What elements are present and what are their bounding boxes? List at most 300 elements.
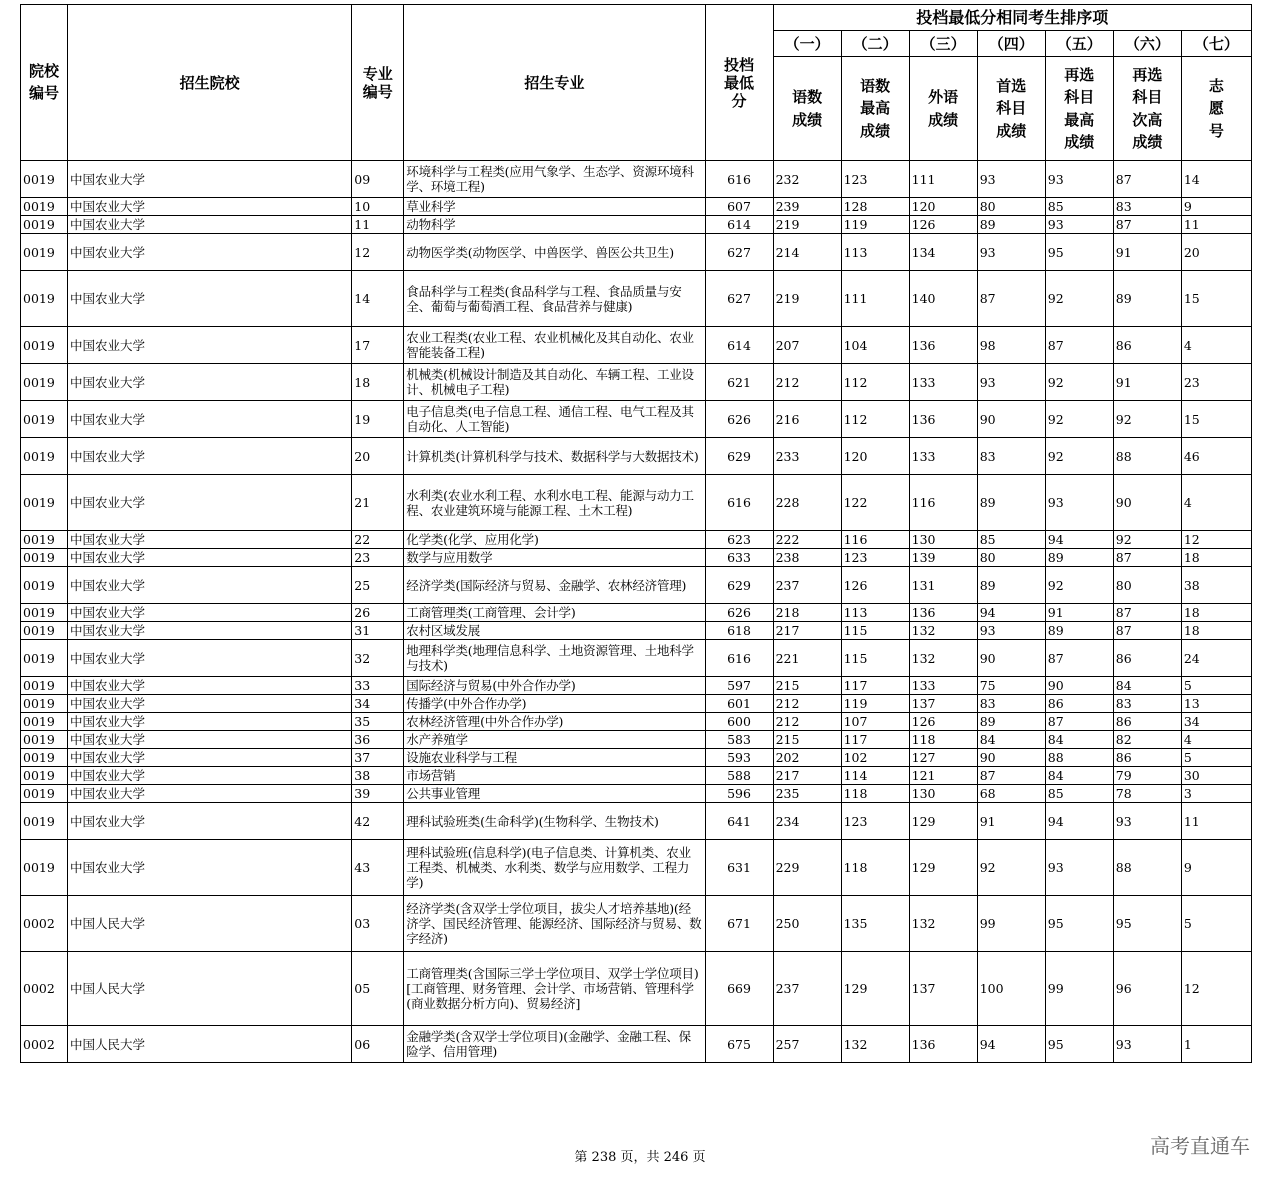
cell-min: 607 (705, 198, 773, 216)
cell-min: 618 (705, 622, 773, 640)
cell-c3: 111 (909, 161, 977, 198)
cell-c5: 94 (1045, 531, 1113, 549)
cell-c1: 239 (773, 198, 841, 216)
cell-c2: 120 (841, 438, 909, 475)
cell-c3: 116 (909, 475, 977, 531)
header-min-score: 投档 最低 分 (705, 5, 773, 161)
cell-c6: 91 (1113, 234, 1181, 271)
cell-c1: 229 (773, 840, 841, 896)
cell-c4: 93 (977, 234, 1045, 271)
cell-c5: 93 (1045, 475, 1113, 531)
cell-mcode: 14 (352, 271, 404, 327)
cell-code: 0019 (21, 840, 68, 896)
cell-mcode: 20 (352, 438, 404, 475)
cell-code: 0019 (21, 695, 68, 713)
cell-c4: 89 (977, 567, 1045, 604)
admission-score-table (20, 4, 1252, 1063)
cell-mcode: 03 (352, 896, 404, 952)
cell-c7: 4 (1181, 731, 1251, 749)
cell-c3: 127 (909, 749, 977, 767)
table-row (21, 364, 1252, 401)
cell-mcode: 10 (352, 198, 404, 216)
cell-c2: 113 (841, 604, 909, 622)
cell-min: 616 (705, 640, 773, 677)
cell-code: 0019 (21, 271, 68, 327)
cell-mcode: 42 (352, 803, 404, 840)
cell-c3: 130 (909, 531, 977, 549)
cell-code: 0002 (21, 896, 68, 952)
cell-c2: 132 (841, 1026, 909, 1063)
cell-code: 0019 (21, 401, 68, 438)
cell-school: 中国农业大学 (68, 640, 352, 677)
cell-major: 农业工程类(农业工程、农业机械化及其自动化、农业智能装备工程) (404, 327, 705, 364)
cell-min: 583 (705, 731, 773, 749)
cell-c5: 92 (1045, 401, 1113, 438)
cell-school: 中国农业大学 (68, 216, 352, 234)
cell-min: 627 (705, 271, 773, 327)
cell-c2: 107 (841, 713, 909, 731)
header-sub-4: 首选 科目 成绩 (977, 57, 1045, 161)
cell-c6: 91 (1113, 364, 1181, 401)
cell-code: 0002 (21, 1026, 68, 1063)
cell-code: 0019 (21, 803, 68, 840)
cell-c6: 86 (1113, 749, 1181, 767)
cell-school: 中国农业大学 (68, 604, 352, 622)
cell-major: 传播学(中外合作办学) (404, 695, 705, 713)
cell-c4: 83 (977, 438, 1045, 475)
cell-c6: 88 (1113, 438, 1181, 475)
cell-c2: 104 (841, 327, 909, 364)
cell-c2: 123 (841, 161, 909, 198)
cell-c3: 118 (909, 731, 977, 749)
cell-c1: 212 (773, 364, 841, 401)
cell-c5: 90 (1045, 677, 1113, 695)
cell-c1: 250 (773, 896, 841, 952)
cell-min: 675 (705, 1026, 773, 1063)
cell-c2: 115 (841, 640, 909, 677)
cell-c2: 117 (841, 677, 909, 695)
cell-code: 0019 (21, 785, 68, 803)
cell-min: 621 (705, 364, 773, 401)
header-school-code: 院校 编号 (21, 5, 68, 161)
cell-school: 中国农业大学 (68, 271, 352, 327)
cell-c3: 136 (909, 401, 977, 438)
cell-c4: 94 (977, 1026, 1045, 1063)
cell-c7: 9 (1181, 198, 1251, 216)
cell-mcode: 21 (352, 475, 404, 531)
cell-c2: 102 (841, 749, 909, 767)
cell-major: 数学与应用数学 (404, 549, 705, 567)
cell-c2: 123 (841, 803, 909, 840)
cell-c6: 89 (1113, 271, 1181, 327)
cell-mcode: 34 (352, 695, 404, 713)
cell-c5: 84 (1045, 767, 1113, 785)
cell-min: 671 (705, 896, 773, 952)
cell-min: 600 (705, 713, 773, 731)
cell-mcode: 22 (352, 531, 404, 549)
cell-mcode: 35 (352, 713, 404, 731)
cell-mcode: 11 (352, 216, 404, 234)
cell-school: 中国农业大学 (68, 401, 352, 438)
cell-min: 597 (705, 677, 773, 695)
cell-c4: 87 (977, 767, 1045, 785)
cell-major: 经济学类(国际经济与贸易、金融学、农林经济管理) (404, 567, 705, 604)
table-row (21, 952, 1252, 1026)
cell-mcode: 18 (352, 364, 404, 401)
cell-code: 0019 (21, 622, 68, 640)
cell-mcode: 32 (352, 640, 404, 677)
header-seq-4: （四） (977, 31, 1045, 57)
cell-code: 0019 (21, 677, 68, 695)
cell-c7: 12 (1181, 952, 1251, 1026)
cell-school: 中国农业大学 (68, 234, 352, 271)
header-major-code: 专业 编号 (352, 5, 404, 161)
cell-major: 水利类(农业水利工程、水利水电工程、能源与动力工程、农业建筑环境与能源工程、土木工程) (404, 475, 705, 531)
cell-c2: 115 (841, 622, 909, 640)
cell-mcode: 06 (352, 1026, 404, 1063)
cell-min: 616 (705, 161, 773, 198)
cell-min: 633 (705, 549, 773, 567)
cell-c5: 91 (1045, 604, 1113, 622)
cell-c2: 112 (841, 401, 909, 438)
cell-major: 农村区域发展 (404, 622, 705, 640)
header-sub-3: 外语 成绩 (909, 57, 977, 161)
table-header (21, 5, 1252, 161)
cell-c2: 123 (841, 549, 909, 567)
cell-major: 理科试验班类(生命科学)(生物科学、生物技术) (404, 803, 705, 840)
cell-major: 金融学类(含双学士学位项目)(金融学、金融工程、保险学、信用管理) (404, 1026, 705, 1063)
cell-c6: 83 (1113, 198, 1181, 216)
cell-code: 0019 (21, 475, 68, 531)
table-row (21, 677, 1252, 695)
cell-c4: 85 (977, 531, 1045, 549)
cell-c7: 11 (1181, 216, 1251, 234)
cell-major: 国际经济与贸易(中外合作办学) (404, 677, 705, 695)
cell-c4: 80 (977, 198, 1045, 216)
cell-c3: 121 (909, 767, 977, 785)
page-number: 第 238 页，共 246 页 (574, 1150, 706, 1165)
header-tie-break-title: 投档最低分相同考生排序项 (773, 5, 1251, 31)
cell-c5: 87 (1045, 640, 1113, 677)
table-row (21, 475, 1252, 531)
cell-c4: 99 (977, 896, 1045, 952)
cell-c6: 83 (1113, 695, 1181, 713)
cell-c1: 215 (773, 731, 841, 749)
cell-c4: 89 (977, 475, 1045, 531)
cell-mcode: 31 (352, 622, 404, 640)
cell-school: 中国农业大学 (68, 475, 352, 531)
cell-c3: 136 (909, 327, 977, 364)
cell-code: 0019 (21, 713, 68, 731)
cell-mcode: 17 (352, 327, 404, 364)
cell-c1: 212 (773, 713, 841, 731)
cell-c5: 92 (1045, 567, 1113, 604)
cell-school: 中国农业大学 (68, 749, 352, 767)
cell-mcode: 43 (352, 840, 404, 896)
cell-c7: 4 (1181, 327, 1251, 364)
cell-c2: 116 (841, 531, 909, 549)
cell-c2: 122 (841, 475, 909, 531)
cell-c6: 88 (1113, 840, 1181, 896)
cell-c6: 84 (1113, 677, 1181, 695)
cell-c3: 132 (909, 896, 977, 952)
cell-code: 0019 (21, 567, 68, 604)
cell-c2: 113 (841, 234, 909, 271)
cell-min: 593 (705, 749, 773, 767)
cell-c5: 92 (1045, 438, 1113, 475)
cell-school: 中国农业大学 (68, 622, 352, 640)
cell-c4: 89 (977, 216, 1045, 234)
cell-c4: 87 (977, 271, 1045, 327)
cell-mcode: 37 (352, 749, 404, 767)
cell-c5: 87 (1045, 327, 1113, 364)
cell-c7: 13 (1181, 695, 1251, 713)
cell-c6: 79 (1113, 767, 1181, 785)
header-sub-2: 语数 最高 成绩 (841, 57, 909, 161)
table-row (21, 640, 1252, 677)
cell-c7: 38 (1181, 567, 1251, 604)
cell-major: 工商管理类(工商管理、会计学) (404, 604, 705, 622)
cell-major: 农林经济管理(中外合作办学) (404, 713, 705, 731)
cell-major: 动物医学类(动物医学、中兽医学、兽医公共卫生) (404, 234, 705, 271)
cell-c7: 11 (1181, 803, 1251, 840)
cell-code: 0019 (21, 198, 68, 216)
cell-min: 626 (705, 604, 773, 622)
cell-c3: 129 (909, 803, 977, 840)
cell-school: 中国人民大学 (68, 1026, 352, 1063)
cell-c3: 120 (909, 198, 977, 216)
cell-c1: 219 (773, 216, 841, 234)
cell-c7: 18 (1181, 549, 1251, 567)
cell-c7: 34 (1181, 713, 1251, 731)
cell-school: 中国农业大学 (68, 803, 352, 840)
table-row (21, 234, 1252, 271)
cell-major: 理科试验班(信息科学)(电子信息类、计算机类、农业工程类、机械类、水利类、数学与应用数学、工程力学) (404, 840, 705, 896)
cell-c5: 95 (1045, 234, 1113, 271)
cell-c5: 84 (1045, 731, 1113, 749)
cell-c7: 46 (1181, 438, 1251, 475)
cell-code: 0019 (21, 234, 68, 271)
cell-c3: 133 (909, 438, 977, 475)
cell-code: 0019 (21, 327, 68, 364)
cell-c7: 23 (1181, 364, 1251, 401)
cell-mcode: 33 (352, 677, 404, 695)
cell-c2: 129 (841, 952, 909, 1026)
cell-c4: 90 (977, 401, 1045, 438)
cell-c2: 114 (841, 767, 909, 785)
cell-code: 0019 (21, 604, 68, 622)
cell-mcode: 19 (352, 401, 404, 438)
cell-c2: 112 (841, 364, 909, 401)
cell-c6: 93 (1113, 803, 1181, 840)
cell-c7: 20 (1181, 234, 1251, 271)
cell-school: 中国农业大学 (68, 567, 352, 604)
header-school-name: 招生院校 (68, 5, 352, 161)
cell-school: 中国农业大学 (68, 549, 352, 567)
cell-c7: 14 (1181, 161, 1251, 198)
table-row (21, 695, 1252, 713)
cell-c1: 214 (773, 234, 841, 271)
cell-c2: 117 (841, 731, 909, 749)
cell-c5: 93 (1045, 216, 1113, 234)
cell-c2: 126 (841, 567, 909, 604)
cell-c1: 235 (773, 785, 841, 803)
cell-c6: 87 (1113, 216, 1181, 234)
cell-c4: 84 (977, 731, 1045, 749)
table-row (21, 401, 1252, 438)
cell-c5: 89 (1045, 622, 1113, 640)
cell-c6: 87 (1113, 622, 1181, 640)
cell-major: 设施农业科学与工程 (404, 749, 705, 767)
cell-min: 623 (705, 531, 773, 549)
cell-mcode: 36 (352, 731, 404, 749)
cell-school: 中国人民大学 (68, 952, 352, 1026)
cell-c1: 217 (773, 767, 841, 785)
cell-c6: 90 (1113, 475, 1181, 531)
table-row (21, 531, 1252, 549)
cell-c6: 93 (1113, 1026, 1181, 1063)
cell-c4: 92 (977, 840, 1045, 896)
cell-major: 电子信息类(电子信息工程、通信工程、电气工程及其自动化、人工智能) (404, 401, 705, 438)
cell-c1: 238 (773, 549, 841, 567)
cell-c7: 18 (1181, 604, 1251, 622)
table-row (21, 840, 1252, 896)
cell-mcode: 09 (352, 161, 404, 198)
cell-min: 629 (705, 438, 773, 475)
cell-c2: 111 (841, 271, 909, 327)
cell-c4: 93 (977, 364, 1045, 401)
table-row (21, 604, 1252, 622)
header-seq-3: （三） (909, 31, 977, 57)
cell-c7: 5 (1181, 677, 1251, 695)
cell-c3: 126 (909, 713, 977, 731)
cell-school: 中国农业大学 (68, 198, 352, 216)
cell-c2: 118 (841, 840, 909, 896)
table-row (21, 438, 1252, 475)
cell-c1: 217 (773, 622, 841, 640)
cell-c4: 83 (977, 695, 1045, 713)
cell-c3: 139 (909, 549, 977, 567)
cell-c6: 78 (1113, 785, 1181, 803)
cell-school: 中国农业大学 (68, 695, 352, 713)
table-row (21, 198, 1252, 216)
cell-school: 中国农业大学 (68, 327, 352, 364)
cell-min: 601 (705, 695, 773, 713)
cell-c3: 132 (909, 640, 977, 677)
table-row (21, 271, 1252, 327)
cell-c5: 85 (1045, 198, 1113, 216)
cell-min: 627 (705, 234, 773, 271)
cell-major: 机械类(机械设计制造及其自动化、车辆工程、工业设计、机械电子工程) (404, 364, 705, 401)
cell-c1: 233 (773, 438, 841, 475)
cell-code: 0019 (21, 731, 68, 749)
cell-c1: 237 (773, 567, 841, 604)
table-body (21, 161, 1252, 1063)
cell-min: 614 (705, 216, 773, 234)
cell-major: 公共事业管理 (404, 785, 705, 803)
cell-c4: 93 (977, 622, 1045, 640)
cell-c5: 86 (1045, 695, 1113, 713)
cell-c3: 137 (909, 695, 977, 713)
header-major-name: 招生专业 (404, 5, 705, 161)
cell-c5: 92 (1045, 364, 1113, 401)
cell-c4: 90 (977, 640, 1045, 677)
cell-major: 环境科学与工程类(应用气象学、生态学、资源环境科学、环境工程) (404, 161, 705, 198)
cell-code: 0019 (21, 640, 68, 677)
cell-mcode: 23 (352, 549, 404, 567)
cell-mcode: 05 (352, 952, 404, 1026)
cell-c1: 202 (773, 749, 841, 767)
cell-c5: 88 (1045, 749, 1113, 767)
cell-min: 669 (705, 952, 773, 1026)
header-seq-6: （六） (1113, 31, 1181, 57)
cell-major: 计算机类(计算机科学与技术、数据科学与大数据技术) (404, 438, 705, 475)
cell-c6: 86 (1113, 327, 1181, 364)
table-row (21, 216, 1252, 234)
cell-major: 工商管理类(含国际三学士学位项目、双学士学位项目)[工商管理、财务管理、会计学、市场营销、管理科学(商业数据分析方向)、贸易经济] (404, 952, 705, 1026)
cell-c2: 118 (841, 785, 909, 803)
cell-c7: 5 (1181, 896, 1251, 952)
cell-c3: 136 (909, 1026, 977, 1063)
cell-mcode: 38 (352, 767, 404, 785)
watermark: 高考直通车 (1150, 1134, 1250, 1158)
table-row (21, 622, 1252, 640)
cell-c4: 98 (977, 327, 1045, 364)
cell-c7: 24 (1181, 640, 1251, 677)
cell-code: 0002 (21, 952, 68, 1026)
cell-code: 0019 (21, 438, 68, 475)
cell-code: 0019 (21, 749, 68, 767)
table-row (21, 731, 1252, 749)
cell-major: 水产养殖学 (404, 731, 705, 749)
cell-c6: 82 (1113, 731, 1181, 749)
cell-c5: 99 (1045, 952, 1113, 1026)
cell-major: 地理科学类(地理信息科学、土地资源管理、土地科学与技术) (404, 640, 705, 677)
cell-c7: 30 (1181, 767, 1251, 785)
cell-mcode: 12 (352, 234, 404, 271)
cell-code: 0019 (21, 161, 68, 198)
table-row (21, 896, 1252, 952)
cell-c1: 207 (773, 327, 841, 364)
cell-c5: 85 (1045, 785, 1113, 803)
cell-code: 0019 (21, 531, 68, 549)
cell-c3: 129 (909, 840, 977, 896)
cell-code: 0019 (21, 216, 68, 234)
cell-min: 641 (705, 803, 773, 840)
cell-mcode: 39 (352, 785, 404, 803)
header-seq-2: （二） (841, 31, 909, 57)
cell-c7: 5 (1181, 749, 1251, 767)
cell-mcode: 26 (352, 604, 404, 622)
cell-c7: 18 (1181, 622, 1251, 640)
cell-c3: 133 (909, 677, 977, 695)
table-row (21, 567, 1252, 604)
cell-c4: 80 (977, 549, 1045, 567)
cell-c7: 12 (1181, 531, 1251, 549)
cell-school: 中国农业大学 (68, 531, 352, 549)
cell-mcode: 25 (352, 567, 404, 604)
table-row (21, 767, 1252, 785)
cell-c3: 140 (909, 271, 977, 327)
cell-c5: 93 (1045, 161, 1113, 198)
cell-c1: 228 (773, 475, 841, 531)
cell-major: 经济学类(含双学士学位项目，拔尖人才培养基地)(经济学、国民经济管理、能源经济、国际经济与贸易、数字经济) (404, 896, 705, 952)
cell-major: 市场营销 (404, 767, 705, 785)
cell-major: 动物科学 (404, 216, 705, 234)
cell-school: 中国人民大学 (68, 896, 352, 952)
cell-c4: 93 (977, 161, 1045, 198)
cell-c1: 222 (773, 531, 841, 549)
